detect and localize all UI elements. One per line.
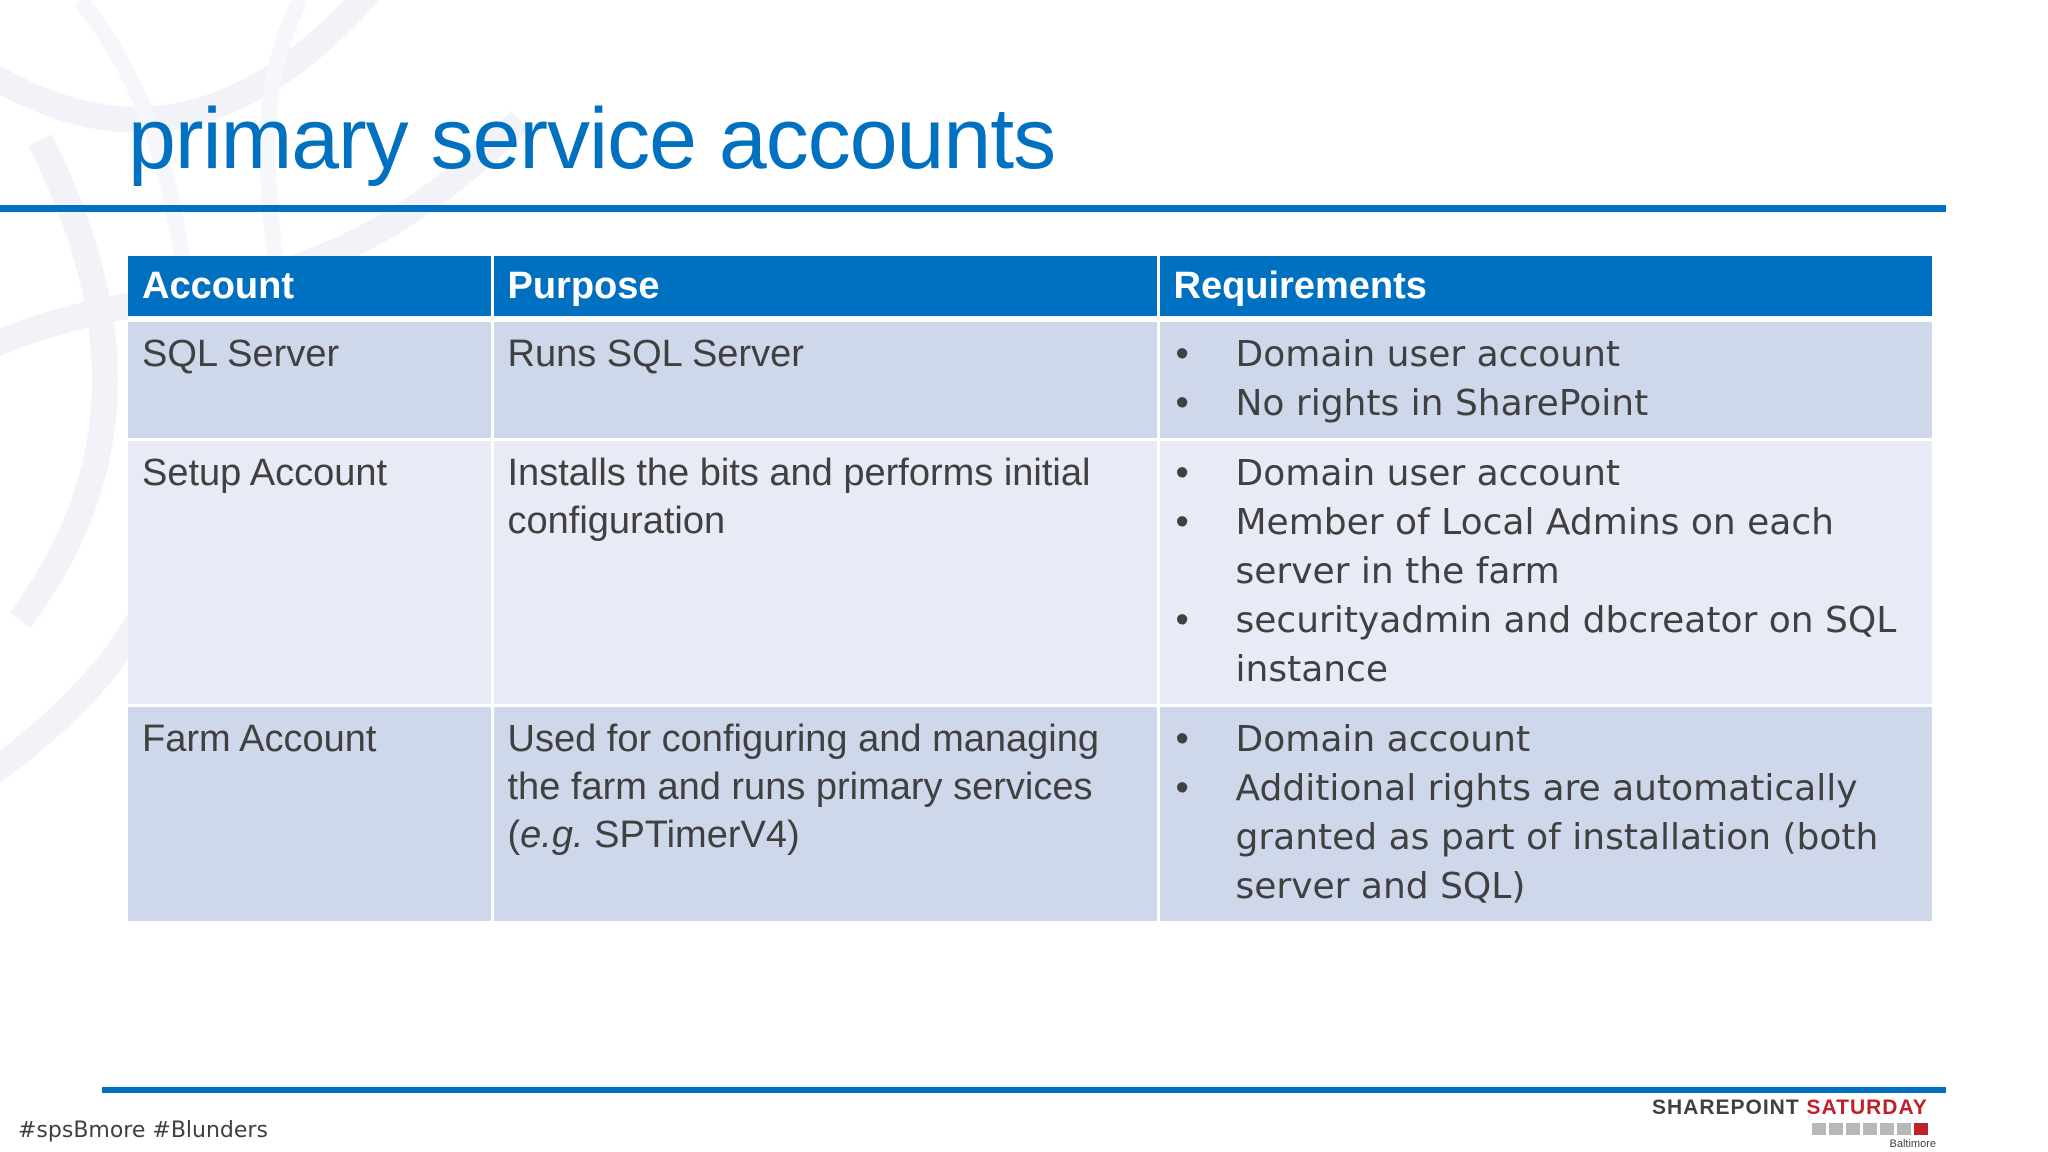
purpose-emphasis: e.g.: [520, 814, 584, 856]
logo-city: Baltimore: [1889, 1138, 1936, 1150]
column-header-requirements: Requirements: [1158, 256, 1932, 319]
requirement-item: [1174, 379, 1919, 428]
bullet-icon: •: [1175, 599, 1189, 641]
table-row-setup-account: [128, 440, 1932, 706]
requirements-list: [1174, 715, 1919, 911]
requirement-text: securityadmin and dbcreator on SQL instance: [1235, 600, 1897, 690]
cell-purpose: Runs SQL Server: [492, 319, 1158, 440]
logo-wordmark: [1652, 1096, 1928, 1120]
bullet-icon: •: [1175, 382, 1189, 424]
requirement-item: [1174, 764, 1919, 911]
logo-squares-icon: [1812, 1123, 1928, 1135]
requirement-text: Domain user account: [1235, 453, 1621, 494]
footer-hashtag: #spsBmore #Blunders: [18, 1118, 268, 1143]
column-header-account: Account: [128, 256, 492, 319]
cell-purpose: Installs the bits and performs initial configuration: [492, 440, 1158, 706]
cell-account: Setup Account: [128, 440, 492, 706]
requirement-text: Domain account: [1235, 719, 1531, 760]
purpose-text: Used for configuring and managing the farm and runs primary services (: [507, 718, 1099, 856]
bullet-icon: •: [1175, 452, 1189, 494]
table-row-farm-account: [128, 706, 1932, 923]
requirement-item: [1174, 596, 1919, 694]
requirement-item: [1174, 498, 1919, 596]
bullet-icon: •: [1175, 718, 1189, 760]
requirement-text: Additional rights are automatically granted as part of installation (both server and SQL): [1235, 768, 1879, 907]
accounts-table: [128, 256, 1932, 924]
cell-requirements: [1158, 440, 1932, 706]
bullet-icon: •: [1175, 333, 1189, 375]
requirement-text: Domain user account: [1235, 334, 1621, 375]
logo-word-saturday: SATURDAY: [1806, 1096, 1928, 1119]
sharepoint-saturday-logo: [1652, 1096, 1942, 1150]
cell-account: SQL Server: [128, 319, 492, 440]
cell-requirements: [1158, 706, 1932, 923]
bullet-icon: •: [1175, 501, 1189, 543]
table-header-row: [128, 256, 1932, 319]
requirements-list: [1174, 330, 1919, 428]
cell-account: Farm Account: [128, 706, 492, 923]
requirement-item: [1174, 330, 1919, 379]
logo-word-sharepoint: SHAREPOINT: [1652, 1096, 1807, 1119]
requirement-item: [1174, 715, 1919, 764]
accounts-table-container: [128, 256, 1932, 924]
bullet-icon: •: [1175, 767, 1189, 809]
slide-title: primary service accounts: [128, 91, 1056, 187]
purpose-text-end: SPTimerV4): [583, 814, 800, 856]
table-row-sql-server: [128, 319, 1932, 440]
requirement-item: [1174, 449, 1919, 498]
cell-purpose: [492, 706, 1158, 923]
column-header-purpose: Purpose: [492, 256, 1158, 319]
requirement-text: No rights in SharePoint: [1235, 383, 1649, 424]
cell-requirements: [1158, 319, 1932, 440]
footer-rule: [102, 1087, 1946, 1093]
requirements-list: [1174, 449, 1919, 694]
requirement-text: Member of Local Admins on each server in the farm: [1235, 502, 1834, 592]
title-underline: [0, 205, 1946, 212]
